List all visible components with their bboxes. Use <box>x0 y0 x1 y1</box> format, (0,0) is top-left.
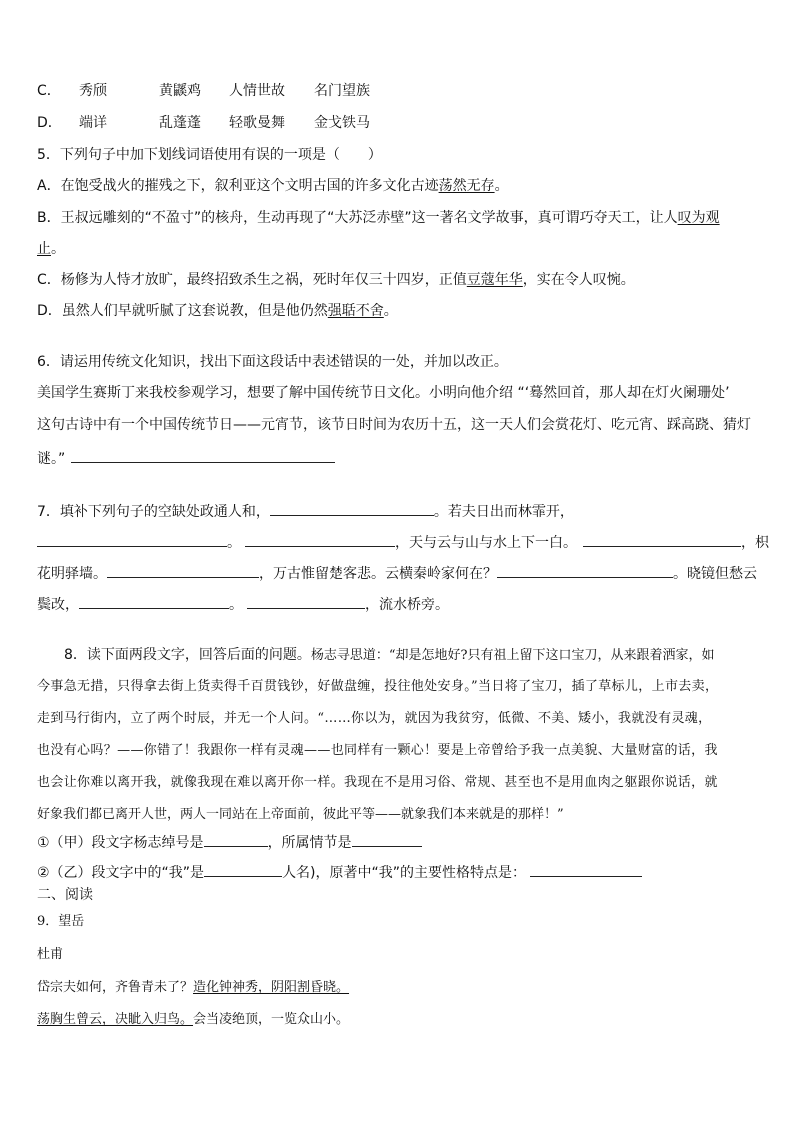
q4-option-d <box>37 114 370 132</box>
q6-stem: 6．请运用传统文化知识，找出下面这段话中表述错误的一处，并加以改正。 <box>37 354 508 370</box>
q9-poem-line-1 <box>37 979 349 997</box>
answer-blank[interactable] <box>37 532 227 547</box>
q8-passage-line: 好象我们都已离开人世，两人一同站在上帝面前，彼此平等——就象我们本来就是的那样！” <box>37 807 564 822</box>
text: 鬓改， <box>37 597 79 613</box>
q8-passage-line: 今事急无措，只得拿去街上货卖得千百贯钱钞，好做盘缠，投往他处安身。”当日将了宝刀，插了草标儿，上市去卖， <box>37 679 719 694</box>
word: 端详 <box>79 115 107 131</box>
underlined-word: 止 <box>37 241 51 257</box>
answer-blank[interactable] <box>245 532 395 547</box>
text: ，万古惟留楚客悲。云横秦岭家何在？ <box>259 566 497 582</box>
answer-blank[interactable] <box>79 594 229 609</box>
text: B．王叔远雕刻的“不盈寸”的核舟，生动再现了“大苏泛赤壁”这一著名文学故事，真可谓巧夺天工，让人 <box>37 210 678 226</box>
q6-passage-line <box>37 448 335 468</box>
option-label: C． <box>37 83 61 99</box>
text: 8．读下面两段文字，回答后面的问题。 <box>64 647 311 663</box>
underlined-word: 叹为观 <box>677 210 720 226</box>
text: 。 <box>227 535 241 551</box>
text: 会当凌绝顶，一览众山小。 <box>193 1012 350 1027</box>
word: 名门望族 <box>314 83 370 99</box>
q5-stem: 5．下列句子中加下划线词语使用有误的一项是（ ） <box>37 147 382 163</box>
underlined-word: 荡然无存 <box>438 178 495 194</box>
q8-passage-line: 走到马行街内，立了两个时辰，并无一个人问。“……你以为，就因为我贫穷，低微、不美、矮小，我就没有灵魂， <box>37 711 712 726</box>
word: 黄鼷鸡 <box>159 83 201 99</box>
text: ，天与云与山与水上下一白。 <box>395 535 577 551</box>
text: 。晓镜但愁云 <box>673 566 757 582</box>
q6-passage-line: 美国学生赛斯丁来我校参观学习，想要了解中国传统节日文化。小明向他介绍 “‘蓦然回首，那人却在灯火阑珊处’ <box>37 385 730 401</box>
text: D．虽然人们早就听腻了这套说教，但是他仍然 <box>37 303 328 319</box>
text: 岱宗夫如何，齐鲁青未了？ <box>37 980 194 995</box>
text: 花明驿墙。 <box>37 566 107 582</box>
text: ②（乙）段文字中的“我”是 <box>37 865 205 881</box>
q5-option-a <box>37 177 509 195</box>
q7-line-2 <box>37 532 769 552</box>
answer-blank[interactable] <box>497 563 673 578</box>
option-label: D． <box>37 115 62 131</box>
text: ，枳 <box>741 535 769 551</box>
underlined-text: 荡胸生曾云，决眦入归鸟。 <box>37 1012 194 1027</box>
q5-option-d <box>37 302 398 320</box>
section-heading: 二、阅读 <box>37 887 93 903</box>
underlined-text: 造化钟神秀，阴阳割昏晓。 <box>193 980 350 995</box>
answer-blank[interactable] <box>71 448 335 463</box>
text: 。 <box>229 597 243 613</box>
answer-blank[interactable] <box>204 862 282 877</box>
text: 。 <box>383 303 398 319</box>
q4-option-c <box>37 82 370 100</box>
word: 人情世故 <box>229 83 285 99</box>
answer-blank[interactable] <box>352 832 422 847</box>
word: 轻歌曼舞 <box>229 115 285 131</box>
text: 。若夫日出而林霏开， <box>433 504 574 520</box>
word: 秀颀 <box>79 83 107 99</box>
q8-passage-line <box>64 646 715 665</box>
text: ，流水桥旁。 <box>365 597 449 613</box>
answer-blank[interactable] <box>270 501 434 516</box>
q9-poem-line-2 <box>37 1011 349 1029</box>
text: C．杨修为人恃才放旷，最终招致杀生之祸，死时年仅三十四岁，正值 <box>37 272 467 288</box>
q8-passage-line: 也没有心吗？——你错了！我跟你一样有灵魂——也同样有一颗心！要是上帝曾给予我一点美貌、大量财富的话，我 <box>37 743 718 758</box>
word: 乱蓬蓬 <box>159 115 201 131</box>
q7-line-3 <box>37 563 757 583</box>
text: 杨志寻思道：“却是怎地好?只有祖上留下这口宝刀，从来跟着洒家，如 <box>310 648 715 663</box>
q7-line-4 <box>37 594 449 614</box>
text: A．在饱受战火的摧残之下，叙利亚这个文明古国的许多文化古迹 <box>37 178 439 194</box>
text: 。 <box>494 178 509 194</box>
q8-subquestion-2 <box>37 862 642 882</box>
underlined-word: 强聒不舍 <box>327 303 384 319</box>
answer-blank[interactable] <box>530 862 642 877</box>
text: 人名)，原著中“我”的主要性格特点是： <box>282 865 527 881</box>
q5-option-b <box>37 209 720 227</box>
text: 。 <box>51 241 65 257</box>
answer-blank[interactable] <box>247 594 365 609</box>
text: ，所属情节是 <box>267 835 352 851</box>
q7-line-1 <box>37 501 574 521</box>
q8-subquestion-1 <box>37 832 422 852</box>
answer-blank[interactable] <box>204 832 268 847</box>
text: 7．填补下列句子的空缺处政通人和， <box>37 504 270 520</box>
q5-option-c <box>37 271 635 289</box>
underlined-word: 豆蔻年华 <box>466 272 523 288</box>
q5-option-b-cont <box>37 240 65 258</box>
text: 谜。” <box>37 451 66 467</box>
text: ①（甲）段文字杨志绰号是 <box>37 835 204 851</box>
word: 金戈铁马 <box>314 115 370 131</box>
q9-author: 杜甫 <box>37 947 64 962</box>
q9-title: 9．望岳 <box>37 914 85 929</box>
answer-blank[interactable] <box>583 532 741 547</box>
text: ，实在令人叹惋。 <box>522 272 635 288</box>
q8-passage-line: 也会让你难以离开我，就像我现在难以离开你一样。我现在不是用习俗、常规、甚至也不是用血肉之躯跟你说话，就 <box>37 775 718 790</box>
q6-passage-line: 这句古诗中有一个中国传统节日——元宵节，该节日时间为农历十五，这一天人们会赏花灯、吃元宵、踩高跷、猜灯 <box>37 417 751 433</box>
answer-blank[interactable] <box>107 563 259 578</box>
